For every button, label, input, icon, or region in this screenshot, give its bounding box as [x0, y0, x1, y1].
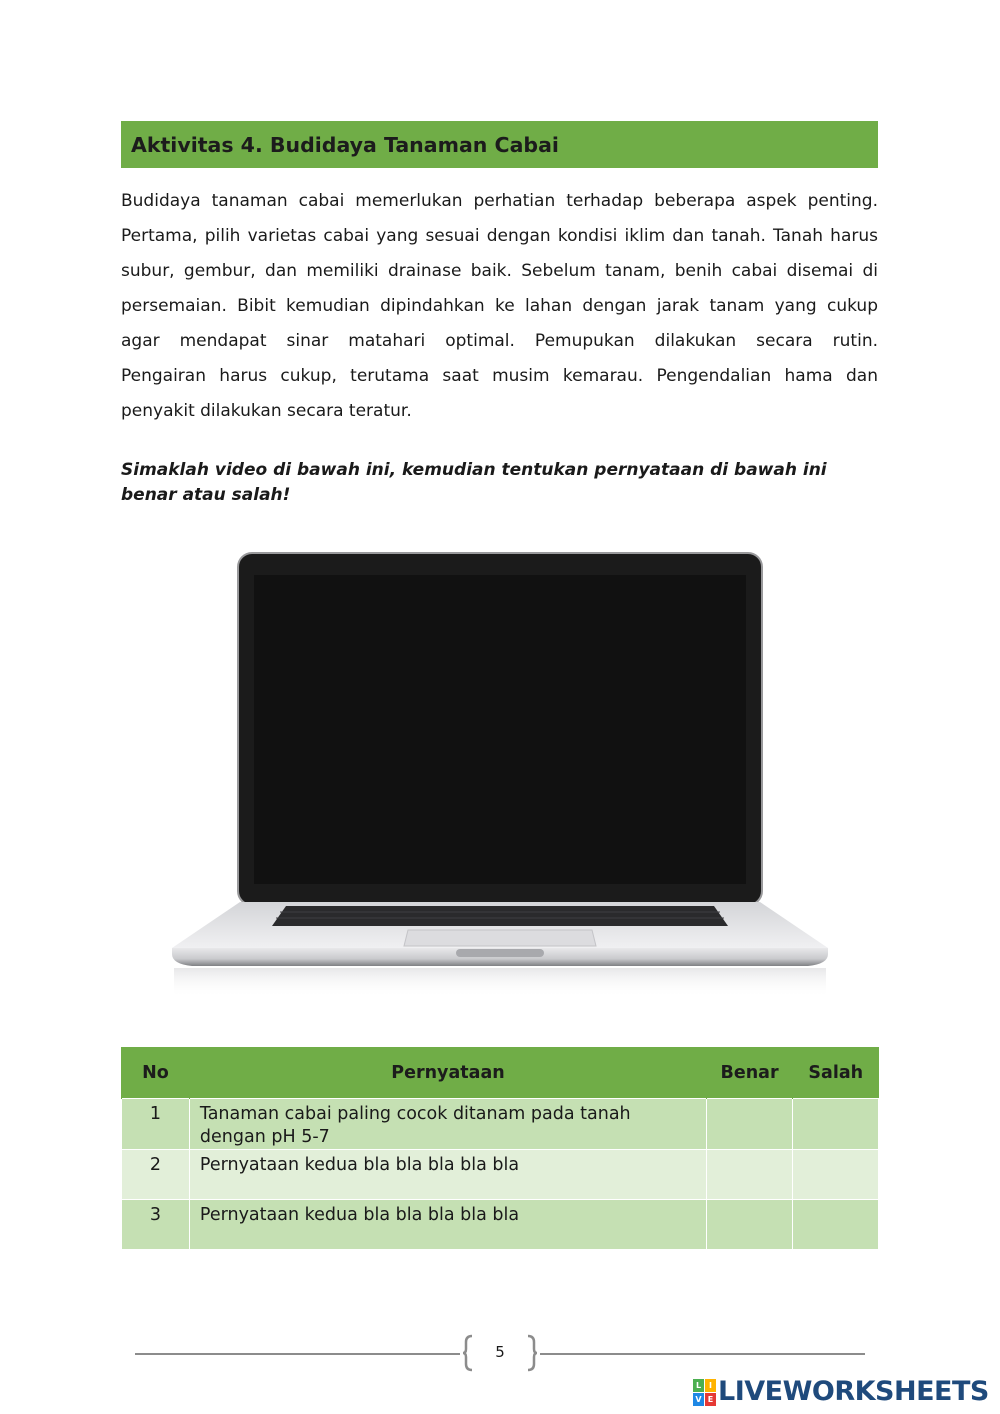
trackpad [404, 930, 596, 946]
page-number: 5 [495, 1343, 505, 1361]
header-true: Benar [707, 1047, 793, 1099]
row-number: 3 [122, 1200, 190, 1250]
header-no: No [122, 1047, 190, 1099]
paragraph-line: Budidaya tanaman cabai memerlukan perhatian terhadap beberapa aspek penting. [121, 191, 878, 211]
laptop-reflection [174, 968, 826, 998]
footer-divider-right [540, 1353, 865, 1355]
right-brace-icon [526, 1334, 538, 1372]
header-false: Salah [793, 1047, 879, 1099]
row-statement: Tanaman cabai paling cocok ditanam pada tanah dengan pH 5-7 [189, 1099, 706, 1150]
row-statement: Pernyataan kedua bla bla bla bla bla [189, 1200, 706, 1250]
header-statement: Pernyataan [189, 1047, 706, 1099]
keyboard [272, 906, 728, 926]
section-title: Aktivitas 4. Budidaya Tanaman Cabai [131, 132, 559, 157]
false-answer-cell[interactable] [793, 1150, 879, 1200]
false-answer-cell[interactable] [793, 1099, 879, 1150]
paragraph-line: subur, gembur, dan memiliki drainase baik. Sebelum tanam, benih cabai disemai di [121, 261, 878, 281]
table-row [122, 1150, 879, 1200]
video-screen [254, 575, 746, 884]
paragraph-line: agar mendapat sinar matahari optimal. Pemupukan dilakukan secara rutin. [121, 331, 878, 351]
intro-paragraph [121, 184, 878, 429]
row-statement: Pernyataan kedua bla bla bla bla bla [189, 1150, 706, 1200]
false-answer-cell[interactable] [793, 1200, 879, 1250]
paragraph-line: persemaian. Bibit kemudian dipindahkan ke lahan dengan jarak tanam yang cukup [121, 296, 878, 316]
table-header-row [122, 1047, 879, 1099]
paragraph-line: Pertama, pilih varietas cabai yang sesuai dengan kondisi iklim dan tanah. Tanah harus [121, 226, 878, 246]
true-answer-cell[interactable] [707, 1200, 793, 1250]
row-number: 1 [122, 1099, 190, 1150]
liveworksheets-logo[interactable] [693, 1376, 989, 1407]
video-player-laptop[interactable] [168, 550, 832, 1000]
section-heading-bar [121, 121, 878, 168]
logo-wordmark: LIVEWORKSHEETS [718, 1376, 989, 1407]
paragraph-line: penyakit dilakukan secara teratur. [121, 401, 412, 421]
statement-table [121, 1047, 879, 1250]
true-answer-cell[interactable] [707, 1099, 793, 1150]
footer-divider-left [135, 1353, 460, 1355]
paragraph-line: Pengairan harus cukup, terutama saat musim kemarau. Pengendalian hama dan [121, 366, 878, 386]
opening-notch [456, 949, 544, 957]
true-answer-cell[interactable] [707, 1150, 793, 1200]
left-brace-icon [462, 1334, 474, 1372]
row-number: 2 [122, 1150, 190, 1200]
logo-cubes-icon: L I V E [693, 1379, 715, 1405]
table-row [122, 1099, 879, 1150]
table-row [122, 1200, 879, 1250]
instruction-text: Simaklah video di bawah ini, kemudian tentukan pernyataan di bawah ini benar atau salah! [121, 460, 827, 505]
